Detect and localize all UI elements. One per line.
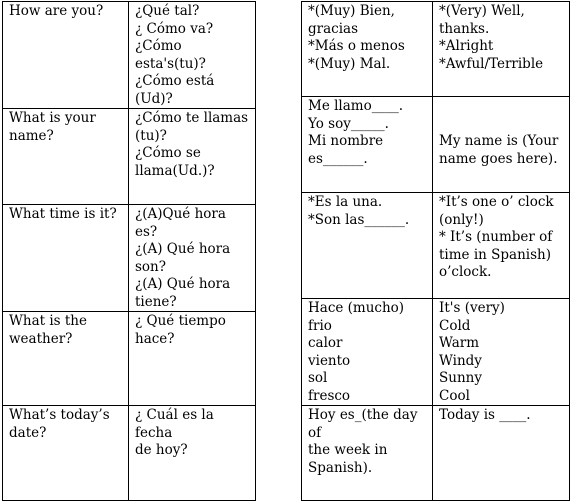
table-row	[302, 299, 570, 406]
table-row	[3, 109, 256, 205]
spanish-answer-cell: *(Muy) Bien, gracias *Más o menos *(Muy) Mal.	[302, 2, 433, 97]
english-question-cell: What time is it?	[3, 205, 129, 312]
english-answer-cell: *It’s one o’ clock (only!) * It’s (number of time in Spanish) o’clock.	[433, 193, 570, 299]
table-row	[302, 97, 570, 193]
table-row	[302, 193, 570, 299]
english-question-cell: What is the weather?	[3, 312, 129, 406]
spanish-answer-cell: Me llamo____. Yo soy_____. Mi nombre es______.	[302, 97, 433, 193]
table-row	[302, 2, 570, 97]
table-row	[3, 406, 256, 501]
spanish-question-cell: ¿ Qué tiempo hace?	[129, 312, 256, 406]
english-answer-cell: My name is (Your name goes here).	[433, 97, 570, 193]
english-answer-cell: It's (very) Cold Warm Windy Sunny Cool	[433, 299, 570, 406]
question-table	[2, 1, 256, 501]
spanish-answer-cell: *Es la una. *Son las______.	[302, 193, 433, 299]
spanish-question-cell: ¿(A)Qué hora es? ¿(A) Qué hora son? ¿(A) Qué hora tiene?	[129, 205, 256, 312]
spanish-question-cell: ¿Qué tal? ¿ Cómo va? ¿Cómo esta's(tu)? ¿Cómo está (Ud)?	[129, 2, 256, 109]
spanish-question-cell: ¿ Cuál es la fecha de hoy?	[129, 406, 256, 501]
spanish-answer-cell: Hace (mucho) frio calor viento sol fresco	[302, 299, 433, 406]
english-question-cell: What’s today’s date?	[3, 406, 129, 501]
english-question-cell: What is your name?	[3, 109, 129, 205]
table-row	[3, 205, 256, 312]
english-question-cell: How are you?	[3, 2, 129, 109]
english-answer-cell: *(Very) Well, thanks. *Alright *Awful/Terrible	[433, 2, 570, 97]
table-row	[3, 312, 256, 406]
answer-table	[301, 1, 570, 501]
spanish-question-cell: ¿Cómo te llamas (tu)? ¿Cómo se llama(Ud.)?	[129, 109, 256, 205]
english-answer-cell: Today is ____.	[433, 406, 570, 501]
table-row	[302, 406, 570, 501]
table-row	[3, 2, 256, 109]
spanish-answer-cell: Hoy es_(the day of the week in Spanish).	[302, 406, 433, 501]
